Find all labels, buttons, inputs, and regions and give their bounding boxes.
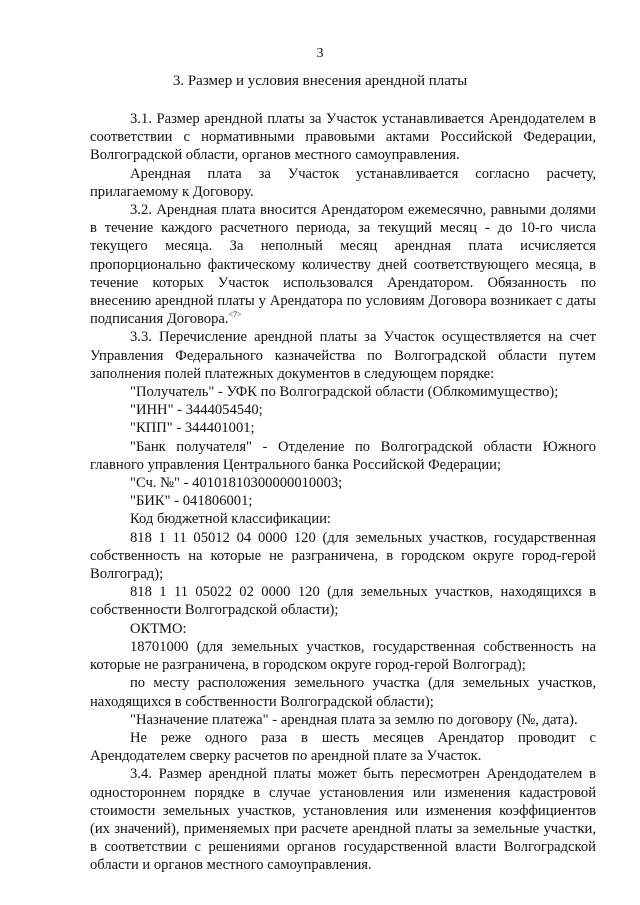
paragraph-3-4: 3.4. Размер арендной платы может быть пересмотрен Арендодателем в одностороннем порядке в случае установления или изменения кадастровой стоимости земельных участков, установления или изменения коэффициентов (их значений), применяемых при расчете арендной платы за земельные участки, в соответствии с решениями органов государственной власти Волгоградской области и органов местного самоуправления. <box>90 766 596 874</box>
payment-field-recipient: "Получатель" - УФК по Волгоградской области (Облкомимущество); <box>130 384 559 401</box>
paragraph-3-3: 3.3. Перечисление арендной платы за Участок осуществляется на счет Управления Федерального казначейства по Волгоградской области путем заполнения полей платежных документов в следующем порядке: <box>90 329 596 382</box>
budget-code-regional: 818 1 11 05022 02 0000 120 (для земельных участков, находящихся в собственности Волгоградской области); <box>90 584 596 619</box>
payment-purpose: "Назначение платежа" - арендная плата за землю по договору (№, дата). <box>130 711 578 728</box>
paragraph-3-2 <box>90 201 596 328</box>
budget-code-municipal: 818 1 11 05012 04 0000 120 (для земельных участков, государственная собственность на которые не разграничена, в городском округе город-герой Волгоград); <box>90 529 596 583</box>
paragraph-rent-calculation: Арендная плата за Участок устанавливается согласно расчету, прилагаемому к Договору. <box>90 165 596 200</box>
paragraph-3-1: 3.1. Размер арендной платы за Участок устанавливается Арендодателем в соответствии с нормативными правовыми актами Российской Федерации, Волгоградской области, органов местного самоуправления. <box>90 111 596 164</box>
oktmo-regional: по месту расположения земельного участка (для земельных участков, находящихся в собственности Волгоградской области); <box>90 675 596 710</box>
oktmo-municipal: 18701000 (для земельных участков, государственная собственность на которые не разграничена, в городском округе город-герой Волгоград); <box>90 638 596 674</box>
payment-field-bik: "БИК" - 041806001; <box>130 493 253 510</box>
oktmo-label: ОКТМО: <box>130 620 187 637</box>
reconciliation-paragraph: Не реже одного раза в шесть месяцев Арендатор проводит с Арендодателем сверку расчетов по арендной плате за Участок. <box>90 729 596 765</box>
footnote-ref-7: <7> <box>228 310 242 320</box>
section-heading: 3. Размер и условия внесения арендной платы <box>172 73 468 89</box>
budget-classification-label: Код бюджетной классификации: <box>130 511 331 528</box>
paragraph-3-2-text: 3.2. Арендная плата вносится Арендатором ежемесячно, равными долями в течение каждого расчетного периода, за текущий месяц - до 10-го числа текущего месяца. За неполный месяц арендная плата исчисляется пропорционально фактическому количеству дней соответствующего месяца, в течение которых Участок использовался Арендатором. Обязанность по внесению арендной платы у Арендатора по условиям Договора возникает с даты подписания Договора. <box>90 202 596 328</box>
payment-field-inn: "ИНН" - 3444054540; <box>130 402 263 419</box>
page-number: 3 <box>316 46 324 61</box>
payment-field-kpp: "КПП" - 344401001; <box>130 420 255 437</box>
section-body <box>90 110 596 875</box>
payment-field-account: "Сч. №" - 40101810300000010003; <box>130 475 343 492</box>
payment-field-bank: "Банк получателя" - Отделение по Волгоградской области Южного главного управления Центрального банка Российской Федерации; <box>90 438 596 473</box>
